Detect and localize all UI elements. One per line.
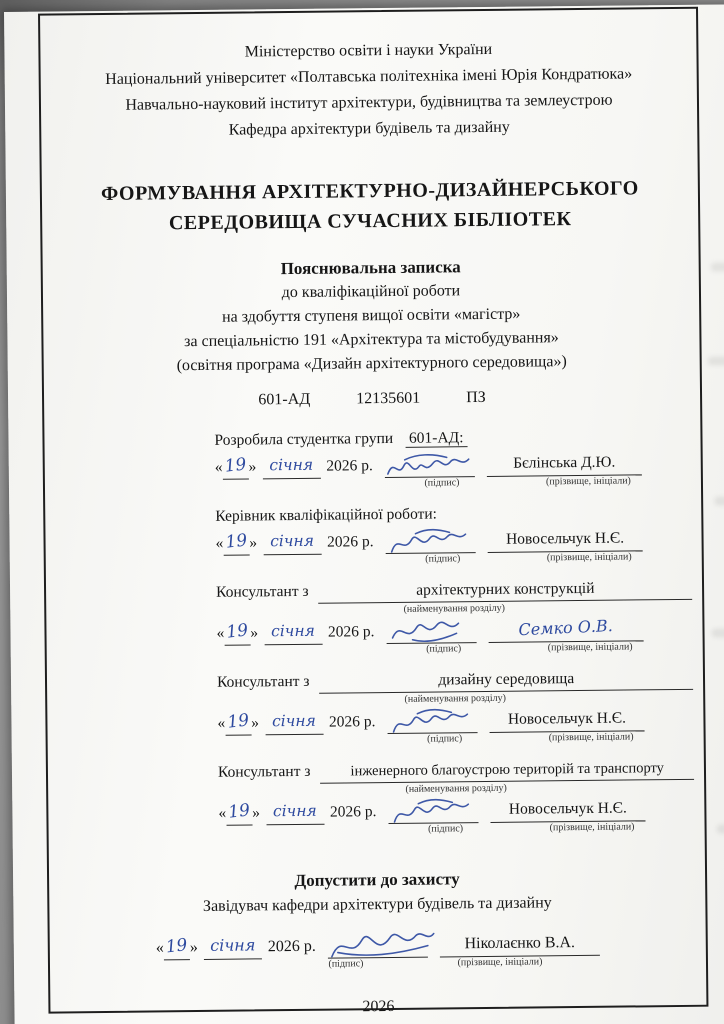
quote-open: « [214,458,223,476]
document-code-line [44,387,700,412]
signature-caption: (підпис) [426,643,462,655]
approve-heading: Допустити до захисту [294,869,460,891]
signature-block-consultant-constructions [216,577,693,658]
print-bleed-artifact [711,628,724,637]
signature-scribble-icon [388,797,478,828]
work-title [42,173,699,240]
signature-line [385,533,475,554]
surname-caption: (прізвище, ініціали) [547,641,633,654]
signature-scribble-icon [385,527,475,558]
role-label: Консультант з [217,762,311,781]
day-slot [226,799,252,825]
section-name: дизайну середовища [319,667,693,694]
quote-close: » [249,534,258,552]
signature-block-student [214,425,691,492]
group-code: 601-АД [258,390,311,409]
year-label: 2026 р. [329,803,377,821]
quote-open: « [155,939,164,957]
document-header [40,35,697,146]
print-bleed-artifact [711,262,724,271]
document-page [4,4,724,1024]
handwritten-day: 19 [164,935,189,958]
role-label: Керівник кваліфікаційної роботи: [215,505,438,525]
group-value: 601-АД: [405,429,468,448]
surname-line: Бєлінська Д.Ю. [487,450,642,477]
day-slot [225,709,251,735]
department-line: Кафедра архітектури будівель та дизайну [228,118,510,139]
surname-caption: (прізвище, ініціали) [457,956,543,969]
subtitle-line2: до кваліфікаційної роботи [281,282,461,302]
role-label: Консультант з [215,582,309,601]
signature-line [387,713,477,734]
year-label: 2026 р. [326,533,374,551]
section-caption: (найменування розділу) [404,692,506,705]
handwritten-month: січня [271,621,315,641]
role-label: Розробила студентка групи [214,429,394,449]
month-slot [262,453,320,480]
approval-footer [49,865,707,1020]
section-name: інженерного благоустрою територій та транспорту [320,757,694,784]
handwritten-month: січня [272,801,317,821]
handwritten-day: 19 [226,710,251,733]
document-type: Пояснювальна записка [280,257,461,279]
signature-caption: (підпис) [328,958,364,970]
quote-close: » [251,714,260,732]
department-head-role: Завідувач кафедри архітектури будівель та дизайну [202,894,552,915]
handwritten-day: 19 [223,454,248,477]
surname-caption: (прізвище, ініціали) [545,475,631,488]
surname-line: Ніколаєнко В.А. [440,931,600,958]
page-border-frame [38,7,708,1014]
year-label: 2026 р. [327,623,375,641]
signature-scribble-icon [387,707,477,738]
day-slot [164,934,190,960]
quote-open: « [216,624,225,642]
day-slot [222,453,248,479]
surname-line [488,615,643,643]
subtitle-line4: за спеціальністю 191 «Архітектура та містобудування» [184,329,559,351]
month-slot [204,933,262,960]
signature-line [328,938,428,959]
signature-scribble-icon [386,617,476,648]
signature-caption: (підпис) [427,733,463,745]
quote-close: » [189,939,198,957]
surname-line: Новосельчук Н.Є. [490,796,645,823]
quote-close: » [252,804,260,822]
handwritten-month: січня [270,531,315,551]
year-label: 2026 р. [267,937,316,956]
month-slot [265,709,323,736]
quote-close: » [248,458,257,476]
handwritten-surname: Семко О.В. [518,616,614,640]
ministry-line: Міністерство освіти і науки України [244,40,493,61]
month-slot [266,799,324,826]
signature-line [386,623,476,644]
handwritten-day: 19 [225,620,250,643]
handwritten-month: січня [269,455,314,475]
handwritten-day: 19 [224,530,249,553]
university-line: Національний університет «Полтавська політехніка імені Юрія Кондратюка» [105,65,633,88]
signature-area [44,425,704,840]
month-slot [263,529,321,556]
handwritten-month: січня [271,711,316,731]
year-bottom: 2026 [362,997,395,1016]
print-bleed-artifact [714,496,724,505]
year-label: 2026 р. [328,713,376,731]
month-slot [264,619,322,646]
surname-caption: (прізвище, ініціали) [546,551,632,564]
institute-line: Навчально-науковий інститут архітектури, будівництва та землеустрою [125,91,613,114]
role-label: Консультант з [216,672,310,691]
doc-abbreviation: ПЗ [466,388,486,407]
signature-block-supervisor [215,501,692,568]
work-subtitle [43,253,700,380]
work-title-line2: СЕРЕДОВИЩА СУЧАСНИХ БІБЛІОТЕК [168,208,572,235]
subtitle-line5: (освітня програма «Дизайн архітектурного середовища») [176,353,567,375]
print-bleed-artifact [717,824,724,833]
role-line [214,425,690,452]
handwritten-month: січня [210,935,256,955]
record-number: 12135601 [356,389,421,408]
surname-line: Новосельчук Н.Є. [489,706,644,733]
signature-line [385,457,475,478]
surname-caption: (прізвище, ініціали) [549,821,635,834]
role-line [215,501,691,528]
subtitle-line3: на здобуття ступеня вищої освіти «магістр» [221,305,521,326]
surname-line: Новосельчук Н.Є. [487,526,642,553]
title-page-content [40,9,706,1016]
signature-caption: (підпис) [425,553,461,565]
quote-open: « [218,804,227,822]
section-name: архітектурних конструкцій [318,577,692,604]
section-caption: (найменування розділу) [405,782,507,795]
day-slot [224,619,250,645]
surname-caption: (прізвище, ініціали) [548,731,634,744]
signature-caption: (підпис) [428,823,464,835]
day-slot [223,529,249,555]
quote-open: « [215,534,224,552]
section-caption: (найменування розділу) [403,602,506,615]
quote-open: « [217,714,226,732]
handwritten-day: 19 [227,800,252,823]
signature-caption: (підпис) [424,477,460,489]
signature-line [388,803,478,824]
quote-close: » [250,624,259,642]
signature-block-consultant-engineering [218,757,695,838]
signature-scribble-icon [385,451,475,482]
work-title-line1: ФОРМУВАННЯ АРХІТЕКТУРНО-ДИЗАЙНЕРСЬКОГО [100,177,639,205]
signature-scribble-icon [328,928,438,963]
print-bleed-artifact [708,356,724,365]
year-label: 2026 р. [326,457,373,475]
signature-block-consultant-design [217,667,694,748]
